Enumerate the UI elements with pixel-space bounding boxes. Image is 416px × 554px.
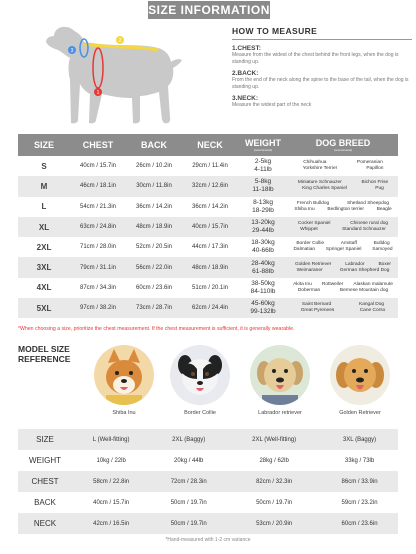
model-value-cell: 58cm / 22.8in	[72, 471, 150, 492]
measure-chest: 1.CHEST: Measure from the widest of the chest behind the front legs, when the dog is standing up.	[232, 45, 399, 65]
table-row	[18, 298, 398, 318]
model-value-cell: 2XL (Well-fitting)	[227, 429, 321, 450]
breed-cell: Chihuahua Pomeranian Yorkshire Terrier Papillon	[288, 156, 398, 176]
table-row	[18, 450, 398, 471]
breed-cell: Saint Bernard Kangal Dog Great Pyrenees Cane Corso	[288, 298, 398, 318]
weight-cell: 45-60kg 99-132lb	[238, 298, 288, 318]
dog-label-border-collie: Border Collie	[184, 410, 216, 416]
model-value-cell: 50cm / 19.7in	[150, 492, 227, 513]
table-row	[18, 237, 398, 257]
size-cell: 3XL	[18, 257, 70, 277]
how-to-measure	[232, 26, 412, 114]
model-value-cell: 86cm / 33.9in	[321, 471, 398, 492]
size-chart-table	[18, 134, 398, 318]
back-cell: 36cm / 14.2in	[126, 197, 182, 217]
table-row	[18, 471, 398, 492]
model-value-cell: 33kg / 73lb	[321, 450, 398, 471]
chest-cell: 40cm / 15.7in	[70, 156, 126, 176]
golden-retriever-photo	[330, 345, 390, 405]
size-cell: L	[18, 197, 70, 217]
dog-label-labrador: Labrador retriever	[258, 410, 302, 416]
back-cell: 30cm / 11.8in	[126, 176, 182, 196]
breed-cell: French Bulldog Shetland Sheepdog Shiba Inu Bedlington terrier Beagle	[288, 197, 398, 217]
model-size-table	[18, 429, 398, 534]
back-cell: 56cm / 22.0in	[126, 257, 182, 277]
chest-marker: 1	[96, 90, 100, 96]
footnote: *Hand-measured with 1-2 cm variance	[165, 537, 251, 543]
neck-cell: 36cm / 14.2in	[182, 197, 238, 217]
dog-label-shiba: Shiba Inu	[112, 410, 136, 416]
weight-cell: 8-13kg 18-29lb	[238, 197, 288, 217]
neck-cell: 51cm / 20.1in	[182, 278, 238, 298]
model-row-label: CHEST	[18, 471, 72, 492]
chest-cell: 63cm / 24.8in	[70, 217, 126, 237]
model-value-cell: 42cm / 16.5in	[72, 513, 150, 534]
header-weight: WEIGHT (recommend)	[238, 134, 288, 156]
breed-cell: Golden Retriever Labrador Boxer Weimaraner German Shepherd Dog	[288, 257, 398, 277]
breed-cell: Miniature Schnauzer Bichon Frise King Charles Spaniel Pug	[288, 176, 398, 196]
page-title: SIZE INFORMATION	[148, 3, 270, 17]
header-size: SIZE	[18, 134, 70, 156]
size-cell: S	[18, 156, 70, 176]
neck-marker: 3	[70, 48, 74, 54]
model-value-cell: 50cm / 19.7in	[227, 492, 321, 513]
header-back: BACK	[126, 134, 182, 156]
model-value-cell: 50cm / 19.7in	[150, 513, 227, 534]
neck-cell: 40cm / 15.7in	[182, 217, 238, 237]
weight-cell: 5-8kg 11-18lb	[238, 176, 288, 196]
dog-silhouette	[46, 27, 182, 124]
model-value-cell: 10kg / 22lb	[72, 450, 150, 471]
measure-neck: 3.NECK: Measure the widest part of the neck	[232, 95, 312, 108]
breed-cell: Border Collie Amstaff Bulldog Dalmatian Springer Spaniel Samoyed	[288, 237, 398, 257]
size-warning: *When choosing a size, prioritize the chest measurement. If the chest measurement is sufficient, it is generally wearable.	[18, 326, 295, 332]
neck-cell: 62cm / 24.4in	[182, 298, 238, 318]
chest-cell: 54cm / 21.3in	[70, 197, 126, 217]
shiba-inu-photo	[94, 345, 154, 405]
size-table-header	[18, 134, 398, 156]
table-row	[18, 513, 398, 534]
table-row	[18, 217, 398, 237]
neck-cell: 32cm / 12.6in	[182, 176, 238, 196]
model-reference-title: MODEL SIZE REFERENCE	[18, 344, 71, 364]
weight-cell: 38-50kg 84-110lb	[238, 278, 288, 298]
neck-cell: 44cm / 17.3in	[182, 237, 238, 257]
model-value-cell: 82cm / 32.3in	[227, 471, 321, 492]
table-row	[18, 429, 398, 450]
size-cell: 2XL	[18, 237, 70, 257]
table-row	[18, 492, 398, 513]
model-row-label: WEIGHT	[18, 450, 72, 471]
model-value-cell: L (Well-fitting)	[72, 429, 150, 450]
weight-cell: 28-40kg 61-88lb	[238, 257, 288, 277]
header-neck: NECK	[182, 134, 238, 156]
table-row	[18, 257, 398, 277]
breed-cell: Cocker Spaniel Chinese rural dog Whippet Standard Schnauzer	[288, 217, 398, 237]
heading-divider	[232, 39, 412, 40]
header-chest: CHEST	[70, 134, 126, 156]
back-cell: 60cm / 23.6in	[126, 278, 182, 298]
weight-cell: 2-5kg 4-11lb	[238, 156, 288, 176]
dog-label-golden: Golden Retriever	[339, 410, 381, 416]
model-value-cell: 60cm / 23.6in	[321, 513, 398, 534]
model-row-label: SIZE	[18, 429, 72, 450]
model-value-cell: 20kg / 44lb	[150, 450, 227, 471]
chest-cell: 71cm / 28.0in	[70, 237, 126, 257]
model-row-label: NECK	[18, 513, 72, 534]
weight-cell: 18-30kg 40-66lb	[238, 237, 288, 257]
model-value-cell: 2XL (Baggy)	[150, 429, 227, 450]
model-value-cell: 28kg / 62lb	[227, 450, 321, 471]
back-cell: 48cm / 18.9in	[126, 217, 182, 237]
breed-cell: Akita Inu Rottweiler Alaskan malamute Doberman Bernese Mountain dog	[288, 278, 398, 298]
size-cell: 5XL	[18, 298, 70, 318]
neck-cell: 29cm / 11.4in	[182, 156, 238, 176]
how-to-measure-heading: HOW TO MEASURE	[232, 26, 318, 36]
table-row	[18, 176, 398, 196]
size-cell: 4XL	[18, 278, 70, 298]
chest-cell: 46cm / 18.1in	[70, 176, 126, 196]
model-value-cell: 53cm / 20.9in	[227, 513, 321, 534]
chest-cell: 87cm / 34.3in	[70, 278, 126, 298]
table-row	[18, 197, 398, 217]
model-row-label: BACK	[18, 492, 72, 513]
chest-cell: 79cm / 31.1in	[70, 257, 126, 277]
header-breed: DOG BREED (recommend)	[288, 134, 398, 156]
weight-cell: 13-20kg 29-44lb	[238, 217, 288, 237]
dog-measurement-diagram	[40, 22, 190, 134]
back-cell: 73cm / 28.7in	[126, 298, 182, 318]
table-row	[18, 156, 398, 176]
chest-cell: 97cm / 38.2in	[70, 298, 126, 318]
size-cell: M	[18, 176, 70, 196]
back-cell: 26cm / 10.2in	[126, 156, 182, 176]
labrador-photo	[250, 345, 310, 405]
model-value-cell: 3XL (Baggy)	[321, 429, 398, 450]
model-value-cell: 40cm / 15.7in	[72, 492, 150, 513]
measure-back: 2.BACK: From the end of the neck along the spine to the base of the tail, when the dog is standing up.	[232, 70, 409, 90]
table-row	[18, 278, 398, 298]
model-value-cell: 59cm / 23.2in	[321, 492, 398, 513]
border-collie-photo	[170, 345, 230, 405]
size-cell: XL	[18, 217, 70, 237]
back-marker: 2	[118, 38, 122, 44]
model-value-cell: 72cm / 28.3in	[150, 471, 227, 492]
back-cell: 52cm / 20.5in	[126, 237, 182, 257]
neck-cell: 48cm / 18.9in	[182, 257, 238, 277]
